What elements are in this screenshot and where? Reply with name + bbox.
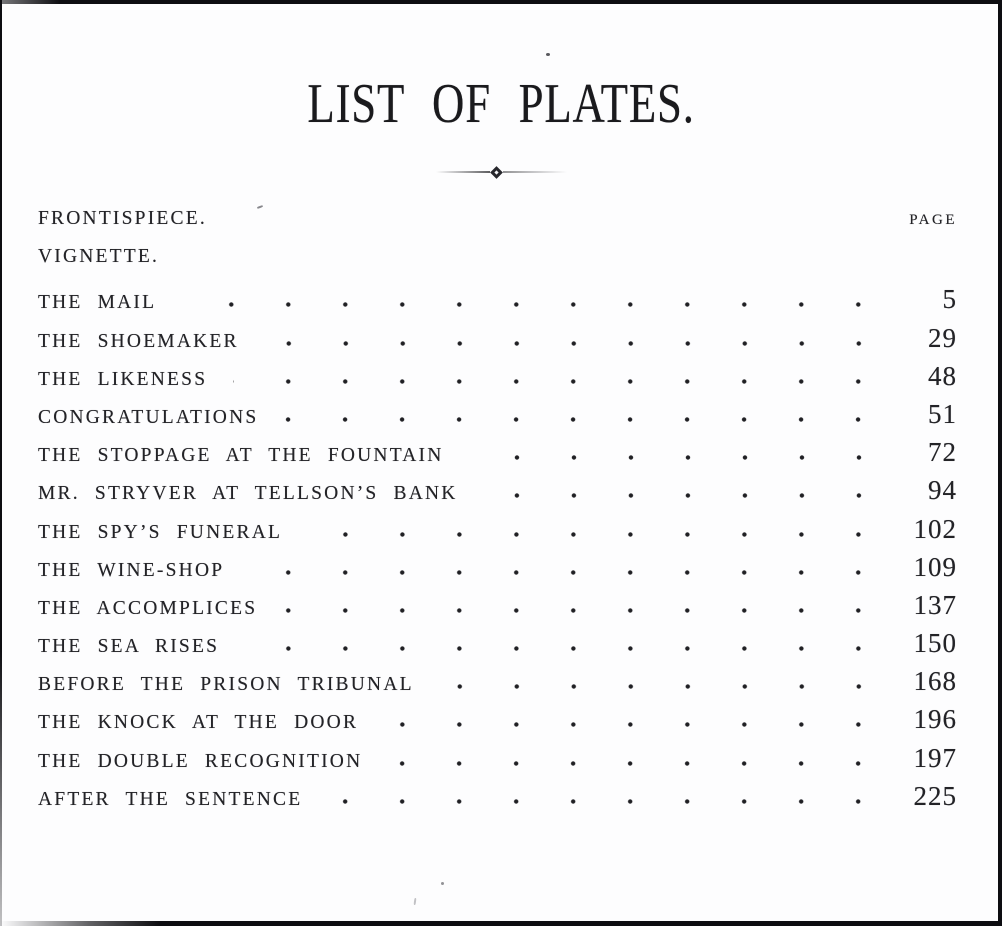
list-item [38, 743, 957, 781]
dot-leader [388, 760, 887, 767]
ink-speck [441, 882, 444, 885]
scan-border-top [0, 0, 1002, 4]
scan-border-bottom [0, 921, 1002, 926]
divider-rule-right [503, 171, 567, 173]
list-item [38, 323, 957, 361]
list-item-vignette [38, 246, 957, 284]
dot-leader [245, 645, 887, 652]
list-item [38, 284, 957, 322]
plate-label: THE KNOCK AT THE DOOR [38, 712, 359, 734]
page-number: 225 [913, 780, 957, 811]
dot-leader [440, 683, 887, 690]
list-item [38, 361, 957, 399]
plate-label: BEFORE THE PRISON TRIBUNAL [38, 674, 414, 696]
plate-label: THE STOPPAGE AT THE FOUNTAIN [38, 445, 444, 467]
list-item [38, 552, 957, 590]
page-number: 168 [913, 666, 957, 697]
ink-speck [546, 53, 550, 56]
dot-leader [384, 721, 887, 728]
page-number: 5 [942, 284, 957, 315]
list-item [38, 781, 957, 819]
page-number: 29 [928, 322, 957, 353]
dot-leader [182, 301, 887, 308]
page-number: 109 [913, 551, 957, 582]
page-title [0, 0, 1002, 135]
dot-leader [484, 492, 887, 499]
list-item [38, 399, 957, 437]
list-item [38, 514, 957, 552]
plate-label: CONGRATULATIONS [38, 406, 259, 428]
dot-leader [265, 340, 887, 347]
dot-leader [308, 531, 887, 538]
page-number: 72 [928, 437, 957, 468]
dot-leader [250, 569, 887, 576]
plate-label: THE ACCOMPLICES [38, 597, 258, 619]
page-number: 51 [928, 398, 957, 429]
page-column-header: PAGE [909, 212, 957, 228]
plate-label: THE MAIL [38, 292, 157, 314]
page-number: 150 [913, 628, 957, 659]
dot-leader [233, 378, 887, 385]
plate-label: THE SHOEMAKER [38, 330, 239, 352]
page-title-text: LIST OF PLATES. [307, 73, 695, 135]
list-item [38, 475, 957, 513]
page-number: 102 [913, 513, 957, 544]
page-number: 48 [928, 360, 957, 391]
page-number: 197 [913, 742, 957, 773]
plates-list [38, 208, 957, 819]
list-item [38, 628, 957, 666]
plate-label: THE SPY’S FUNERAL [38, 521, 283, 543]
list-item [38, 437, 957, 475]
plate-label: MR. STRYVER AT TELLSON’S BANK [38, 483, 458, 505]
plate-label: VIGNETTE. [38, 246, 160, 268]
dot-leader [470, 454, 887, 461]
plate-label: FRONTISPIECE. [38, 208, 207, 229]
divider-rule-left [436, 171, 490, 173]
page-number: 94 [928, 475, 957, 506]
plate-label: AFTER THE SENTENCE [38, 788, 303, 810]
dot-leader [328, 798, 887, 805]
fleuron-divider [0, 166, 1002, 178]
page-number: 137 [913, 589, 957, 620]
list-item [38, 704, 957, 742]
list-item [38, 666, 957, 704]
plate-label: THE DOUBLE RECOGNITION [38, 750, 363, 772]
page-number: 196 [913, 704, 957, 735]
list-item [38, 590, 957, 628]
list-item-frontispiece [38, 208, 957, 246]
plate-label: THE WINE-SHOP [38, 559, 225, 581]
diamond-fleuron-icon [490, 166, 503, 179]
dot-leader [283, 607, 887, 614]
dot-leader [284, 416, 887, 423]
scan-border-left [0, 0, 2, 926]
plate-label: THE SEA RISES [38, 636, 220, 658]
plate-label: THE LIKENESS [38, 368, 208, 390]
scan-border-right [998, 0, 1002, 926]
